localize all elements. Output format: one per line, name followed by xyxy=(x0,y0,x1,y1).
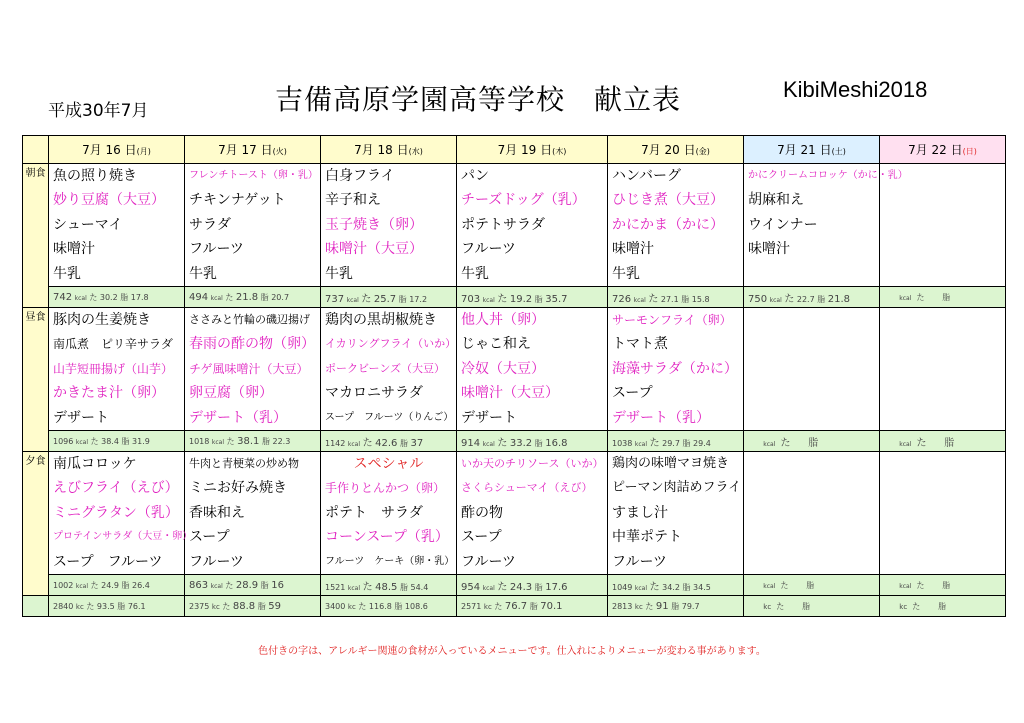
menu-item: ミニお好み焼き xyxy=(189,480,287,497)
total-cell: kc た 脂 xyxy=(744,596,880,617)
menu-item: 妙り豆腐（大豆） xyxy=(53,192,165,209)
menu-item: 牛乳 xyxy=(612,265,640,282)
nutrition-cell: kcal た 脂 xyxy=(880,575,1006,596)
menu-item: ミニグラタン（乳） xyxy=(53,504,179,521)
menu-item: 中華ポテト xyxy=(612,529,682,546)
menu-item: 味噌汁 xyxy=(612,241,654,258)
nutrition-row-dinner xyxy=(23,575,1006,596)
daily-total-row xyxy=(23,596,1006,617)
date-header-sat xyxy=(744,136,880,164)
menu-item: かにかま（かに） xyxy=(612,216,724,233)
menu-item: パン xyxy=(461,168,489,184)
date-header-row xyxy=(23,136,1006,164)
menu-cell-fri xyxy=(608,164,744,287)
total-cell: kc た 脂 xyxy=(880,596,1006,617)
menu-item: チゲ風味噌汁（大豆） xyxy=(189,361,309,376)
menu-item: ハンバーグ xyxy=(612,168,682,184)
menu-item: フルーツ xyxy=(461,241,516,258)
menu-item: ポテト サラダ xyxy=(325,504,423,521)
menu-item: スープ xyxy=(461,529,502,546)
dinner-row xyxy=(23,452,1006,575)
nutrition-cell: 494 kcal た 21.8 脂 20.7 xyxy=(185,287,321,308)
nutrition-cell: 863 kcal た 28.9 脂 16 xyxy=(185,575,321,596)
weekday-mark: (土) xyxy=(831,147,846,156)
total-cell: 2813 kc た 91 脂 79.7 xyxy=(608,596,744,617)
nutrition-cell: kcal た 脂 xyxy=(880,287,1006,308)
menu-item: デザート xyxy=(461,409,517,426)
menu-item: 南瓜コロッケ xyxy=(53,456,137,472)
total-cell: 2840 kc た 93.5 脂 76.1 xyxy=(49,596,185,617)
menu-item: じゃこ和え xyxy=(461,336,531,353)
date-text: 7月 21 日 xyxy=(777,143,832,157)
menu-item: 牛乳 xyxy=(53,265,81,282)
menu-item: 南瓜煮 ピリ辛サラダ xyxy=(53,337,173,352)
menu-item: ピーマン肉詰めフライ xyxy=(612,480,742,496)
total-cell: 2375 kc た 88.8 脂 59 xyxy=(185,596,321,617)
menu-cell-tue xyxy=(185,164,321,287)
brand-logo-text: KibiMeshi2018 xyxy=(783,77,928,102)
nutrition-cell: 1049 kcal た 34.2 脂 34.5 xyxy=(608,575,744,596)
menu-cell-mon xyxy=(49,452,193,575)
menu-cell-sun xyxy=(880,164,1006,287)
date-text: 7月 18 日 xyxy=(354,143,409,157)
menu-item: フルーツ xyxy=(612,553,667,570)
nutrition-cell: 1038 kcal た 29.7 脂 29.4 xyxy=(608,431,744,452)
date-header-fri xyxy=(608,136,744,164)
menu-item: スープ フルーツ（りんご） xyxy=(325,411,454,423)
menu-item: 味噌汁 xyxy=(748,241,790,258)
nutrition-cell: 742 kcal た 30.2 脂 17.8 xyxy=(49,287,185,308)
menu-item: サーモンフライ（卵） xyxy=(612,313,732,327)
menu-item: デザート（乳） xyxy=(612,409,710,426)
month-label: 平成30年7月 xyxy=(48,101,149,121)
weekday-mark: (日) xyxy=(962,147,977,156)
menu-item: さくらシューマイ（えび） xyxy=(461,481,593,495)
menu-item: 香味和え xyxy=(189,504,245,521)
menu-item: ポークビーンズ（大豆） xyxy=(325,361,446,375)
date-text: 7月 22 日 xyxy=(908,143,963,157)
menu-item: 味噌汁（大豆） xyxy=(325,241,423,258)
menu-cell-sun xyxy=(880,308,1006,431)
menu-item: 魚の照り焼き xyxy=(53,168,137,184)
date-header-mon xyxy=(49,136,185,164)
menu-item: 白身フライ xyxy=(325,168,395,184)
date-header-wed xyxy=(321,136,457,164)
menu-item: ささみと竹輪の磯辺揚げ xyxy=(189,313,310,326)
menu-item: プロテインサラダ（大豆・卵） xyxy=(53,531,193,543)
menu-cell-mon xyxy=(49,164,185,287)
menu-item: サラダ xyxy=(189,216,231,233)
menu-cell-thu xyxy=(457,452,608,575)
menu-item: 牛乳 xyxy=(461,265,489,282)
menu-item: マカロニサラダ xyxy=(325,385,423,402)
nutrition-cell: kcal た 脂 xyxy=(744,431,880,452)
menu-item: 牛乳 xyxy=(325,265,353,282)
menu-item: ポテトサラダ xyxy=(461,216,545,233)
menu-item: えびフライ（えび） xyxy=(53,480,179,497)
menu-cell-thu xyxy=(457,308,608,431)
menu-item: 辛子和え xyxy=(325,192,381,209)
menu-item: チキンナゲット xyxy=(189,192,286,209)
menu-item: コーンスープ（乳） xyxy=(325,529,449,546)
menu-item: 鶏肉の黒胡椒焼き xyxy=(325,312,437,328)
nutrition-row-lunch xyxy=(23,431,1006,452)
menu-item: 手作りとんかつ（卵） xyxy=(325,481,446,496)
nutrition-cell: kcal た 脂 xyxy=(744,575,880,596)
date-text: 7月 17 日 xyxy=(218,143,273,157)
menu-item: 卵豆腐（卵） xyxy=(189,385,273,402)
menu-item xyxy=(744,262,879,286)
nutrition-cell: 1142 kcal た 42.6 脂 37 xyxy=(321,431,457,452)
menu-item: イカリングフライ（いか） xyxy=(325,337,457,351)
menu-item: 味噌汁（大豆） xyxy=(461,385,559,402)
menu-item: 玉子焼き（卵） xyxy=(325,216,423,233)
menu-item: 春雨の酢の物（卵） xyxy=(189,336,315,353)
menu-item: かにクリームコロッケ（かに・乳） xyxy=(748,170,908,181)
nutrition-cell: 1096 kcal た 38.4 脂 31.9 xyxy=(49,431,185,452)
lunch-row xyxy=(23,308,1006,431)
breakfast-row xyxy=(23,164,1006,287)
menu-cell-wed xyxy=(321,452,457,575)
menu-item: かきたま汁（卵） xyxy=(53,385,165,402)
menu-item: 味噌汁 xyxy=(53,241,95,258)
date-header-sun xyxy=(880,136,1006,164)
menu-cell-fri xyxy=(608,452,744,575)
menu-item: 牛乳 xyxy=(189,265,217,282)
menu-item: フルーツ ケーキ（卵・乳） xyxy=(325,555,455,567)
menu-cell-sat xyxy=(744,164,908,287)
menu-cell-sat xyxy=(744,308,880,431)
nutrition-cell: 954 kcal た 24.3 脂 17.6 xyxy=(457,575,608,596)
menu-item: スペシャル xyxy=(353,456,424,472)
menu-item: デザート xyxy=(53,409,109,426)
menu-item: 他人丼（卵） xyxy=(461,312,545,328)
menu-item: 牛肉と青梗菜の炒め物 xyxy=(189,457,299,470)
menu-item: フルーツ xyxy=(461,553,516,570)
menu-item: デザート（乳） xyxy=(189,409,287,426)
nutrition-row-breakfast xyxy=(23,287,1006,308)
menu-cell-wed xyxy=(321,308,457,431)
menu-item: ひじき煮（大豆） xyxy=(612,192,724,209)
weekday-mark: (木) xyxy=(552,147,567,156)
menu-cell-fri xyxy=(608,308,744,431)
menu-item: 冷奴（大豆） xyxy=(461,360,545,377)
menu-item: チーズドッグ（乳） xyxy=(461,192,586,209)
nutrition-cell: 914 kcal た 33.2 脂 16.8 xyxy=(457,431,608,452)
date-text: 7月 20 日 xyxy=(641,143,696,157)
menu-item: 酢の物 xyxy=(461,504,503,521)
menu-cell-sun xyxy=(880,452,1006,575)
menu-item: すまし汁 xyxy=(612,504,668,521)
weekday-mark: (火) xyxy=(272,147,287,156)
corner-cell xyxy=(23,136,49,164)
menu-item: 鶏肉の味噌マヨ焼き xyxy=(612,456,730,471)
weekday-mark: (月) xyxy=(136,147,151,156)
menu-item: トマト煮 xyxy=(612,336,668,353)
menu-table xyxy=(22,135,1006,617)
date-text: 7月 16 日 xyxy=(82,143,137,157)
total-label-cell xyxy=(23,596,49,617)
menu-item: ウインナー xyxy=(748,216,818,233)
menu-item: フルーツ xyxy=(189,553,244,570)
nutrition-cell: 1002 kcal た 24.9 脂 26.4 xyxy=(49,575,185,596)
date-header-tue xyxy=(185,136,321,164)
total-cell: 3400 kc た 116.8 脂 108.6 xyxy=(321,596,457,617)
total-cell: 2571 kc た 76.7 脂 70.1 xyxy=(457,596,608,617)
menu-cell-tue xyxy=(185,452,321,575)
menu-item: 豚肉の生姜焼き xyxy=(53,312,151,328)
menu-cell-thu xyxy=(457,164,608,287)
date-text: 7月 19 日 xyxy=(497,143,553,157)
menu-item: フルーツ xyxy=(189,241,244,258)
nutrition-cell: 703 kcal た 19.2 脂 35.7 xyxy=(457,287,608,308)
menu-item: 海藻サラダ（かに） xyxy=(612,360,738,377)
date-header-thu xyxy=(457,136,608,164)
weekday-mark: (金) xyxy=(695,147,710,156)
nutrition-cell: 1018 kcal た 38.1 脂 22.3 xyxy=(185,431,321,452)
menu-cell-mon xyxy=(49,308,185,431)
menu-item: いか天のチリソース（いか） xyxy=(461,457,604,470)
nutrition-cell: 1521 kcal た 48.5 脂 54.4 xyxy=(321,575,457,596)
menu-item: 胡麻和え xyxy=(748,192,804,209)
menu-item: 山芋短冊揚げ（山芋） xyxy=(53,361,174,376)
menu-item: スープ フルーツ xyxy=(53,553,163,570)
page-title: 吉備高原学園高等学校 献立表 xyxy=(275,83,682,116)
nutrition-cell: kcal た 脂 xyxy=(880,431,1006,452)
menu-item: シューマイ xyxy=(53,216,123,233)
meal-label-breakfast: 朝食 xyxy=(23,164,49,308)
menu-cell-sat xyxy=(744,452,880,575)
menu-cell-tue xyxy=(185,308,321,431)
weekday-mark: (水) xyxy=(408,147,423,156)
nutrition-cell: 726 kcal た 27.1 脂 15.8 xyxy=(608,287,744,308)
nutrition-cell: 737 kcal た 25.7 脂 17.2 xyxy=(321,287,457,308)
meal-label-dinner: 夕食 xyxy=(23,452,49,596)
allergy-footnote: 色付きの字は、アレルギー関連の食材が入っているメニューです。仕入れによりメニューが変わる事があります。 xyxy=(258,646,766,657)
meal-label-lunch: 昼食 xyxy=(23,308,49,452)
menu-item: フレンチトースト（卵・乳） xyxy=(189,170,318,181)
menu-cell-wed xyxy=(321,164,457,287)
nutrition-cell: 750 kcal た 22.7 脂 21.8 xyxy=(744,287,880,308)
menu-item: スープ xyxy=(189,529,230,546)
menu-item: スープ xyxy=(612,385,653,402)
